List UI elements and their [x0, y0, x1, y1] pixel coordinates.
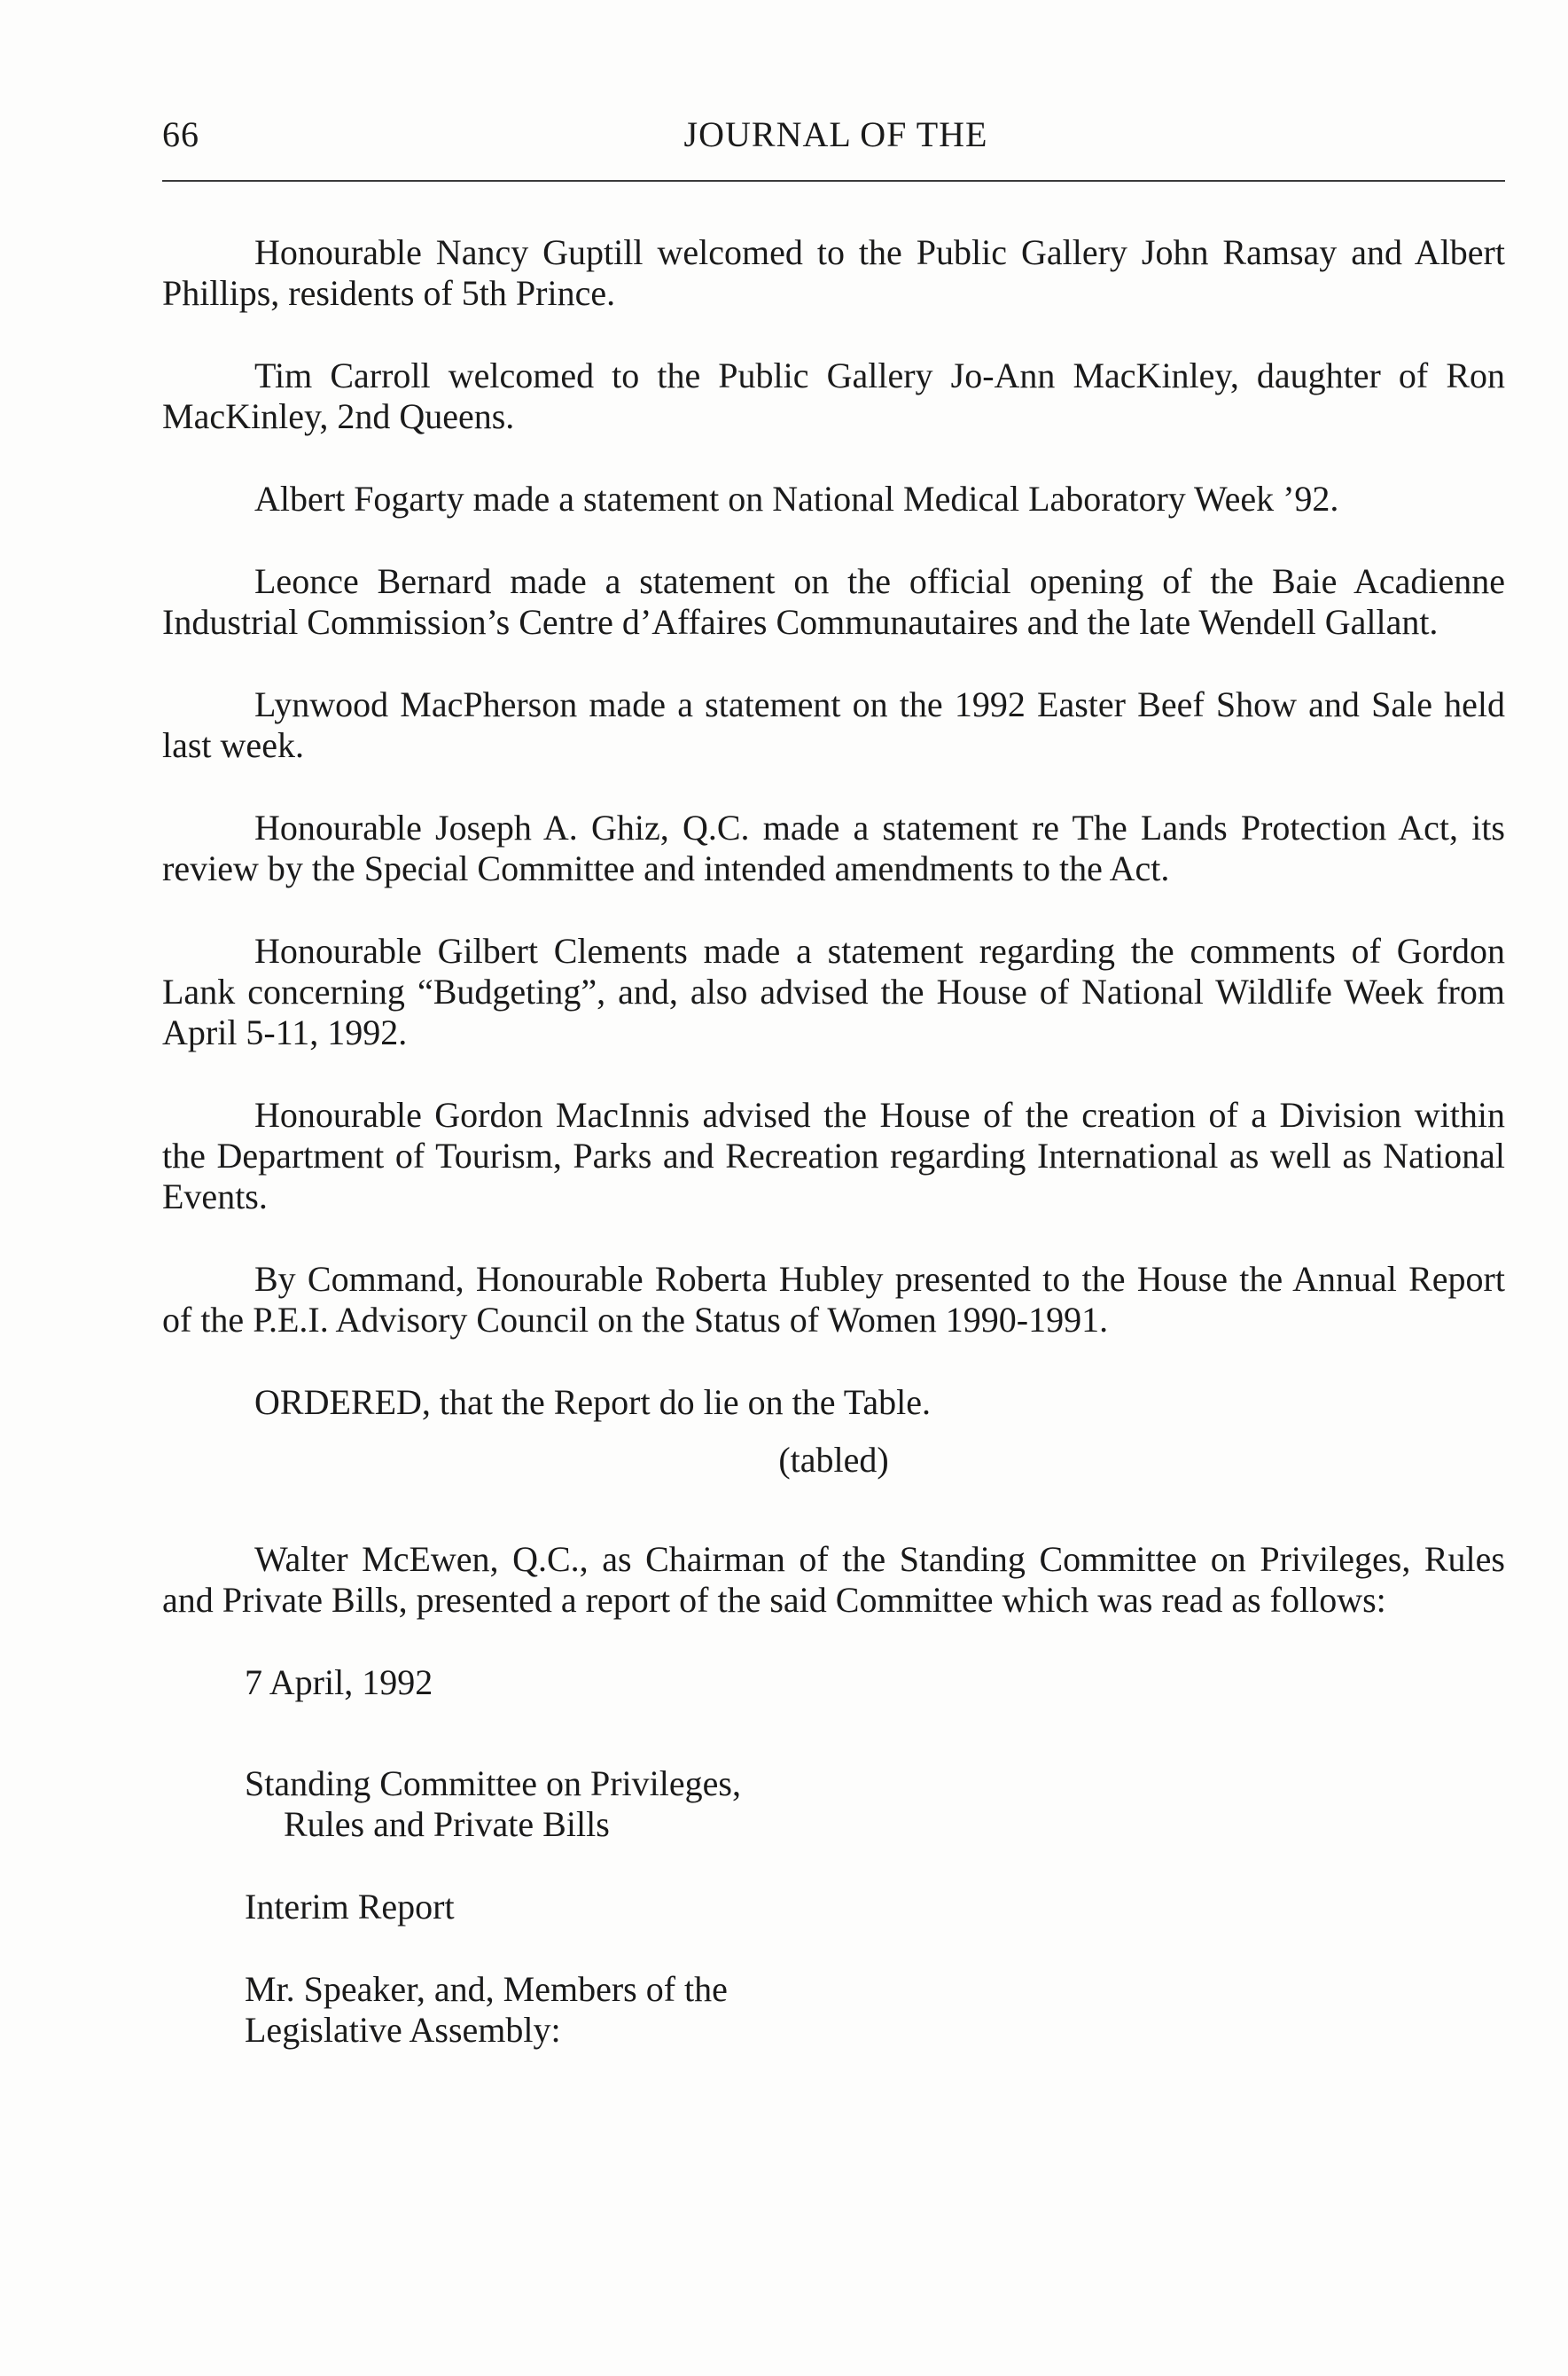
ordered-paragraph: ORDERED, that the Report do lie on the Table. [254, 1382, 931, 1422]
entry-paragraph: Honourable Joseph A. Ghiz, Q.C. made a statement re The Lands Protection Act, its review by the Special Committee and intended amendments to the Act. [162, 808, 1505, 888]
entry-paragraph: Tim Carroll welcomed to the Public Gallery Jo-Ann MacKinley, daughter of Ron MacKinley, 2nd Queens. [162, 356, 1505, 436]
entry-paragraph: Honourable Gordon MacInnis advised the House of the creation of a Division within the Department of Tourism, Parks and Recreation regarding International as well as National Events. [162, 1095, 1505, 1216]
salutation-line1: Mr. Speaker, and, Members of the [245, 1969, 728, 2009]
committee-name-line2: Rules and Private Bills [284, 1804, 610, 1844]
tabled-note: (tabled) [778, 1440, 889, 1480]
entry-paragraph: Albert Fogarty made a statement on National Medical Laboratory Week ’92. [254, 479, 1339, 519]
report-type: Interim Report [245, 1887, 455, 1927]
committee-intro: Walter McEwen, Q.C., as Chairman of the Standing Committee on Privileges, Rules and Private Bills, presented a report of the said Committee which was read as follows: [162, 1539, 1505, 1620]
entry-paragraph: Lynwood MacPherson made a statement on the 1992 Easter Beef Show and Sale held last week. [162, 684, 1505, 765]
entry-paragraph: Leonce Bernard made a statement on the official opening of the Baie Acadienne Industrial Commission’s Centre d’Affaires Communautaires and the late Wendell Gallant. [162, 561, 1505, 642]
page-number: 66 [162, 114, 199, 154]
report-committee-name [245, 1763, 1505, 1845]
page-header [162, 105, 1509, 158]
journal-body [162, 232, 1505, 2092]
report-salutation [245, 1969, 1505, 2051]
entry-paragraph: By Command, Honourable Roberta Hubley presented to the House the Annual Report of the P.E.I. Advisory Council on the Status of Women 1990-1991. [162, 1259, 1505, 1340]
committee-report [245, 1662, 1505, 2051]
running-head: JOURNAL OF THE [683, 114, 988, 154]
committee-name-line1: Standing Committee on Privileges, [245, 1763, 741, 1803]
entry-paragraph: Honourable Gilbert Clements made a statement regarding the comments of Gordon Lank concerning “Budgeting”, and, also advised the House of National Wildlife Week from April 5-11, 1992. [162, 931, 1505, 1052]
entry-paragraph: Honourable Nancy Guptill welcomed to the Public Gallery John Ramsay and Albert Phillips, residents of 5th Prince. [162, 232, 1505, 313]
report-date: 7 April, 1992 [245, 1662, 433, 1702]
salutation-line2: Legislative Assembly: [245, 2010, 561, 2050]
header-rule [162, 180, 1505, 182]
